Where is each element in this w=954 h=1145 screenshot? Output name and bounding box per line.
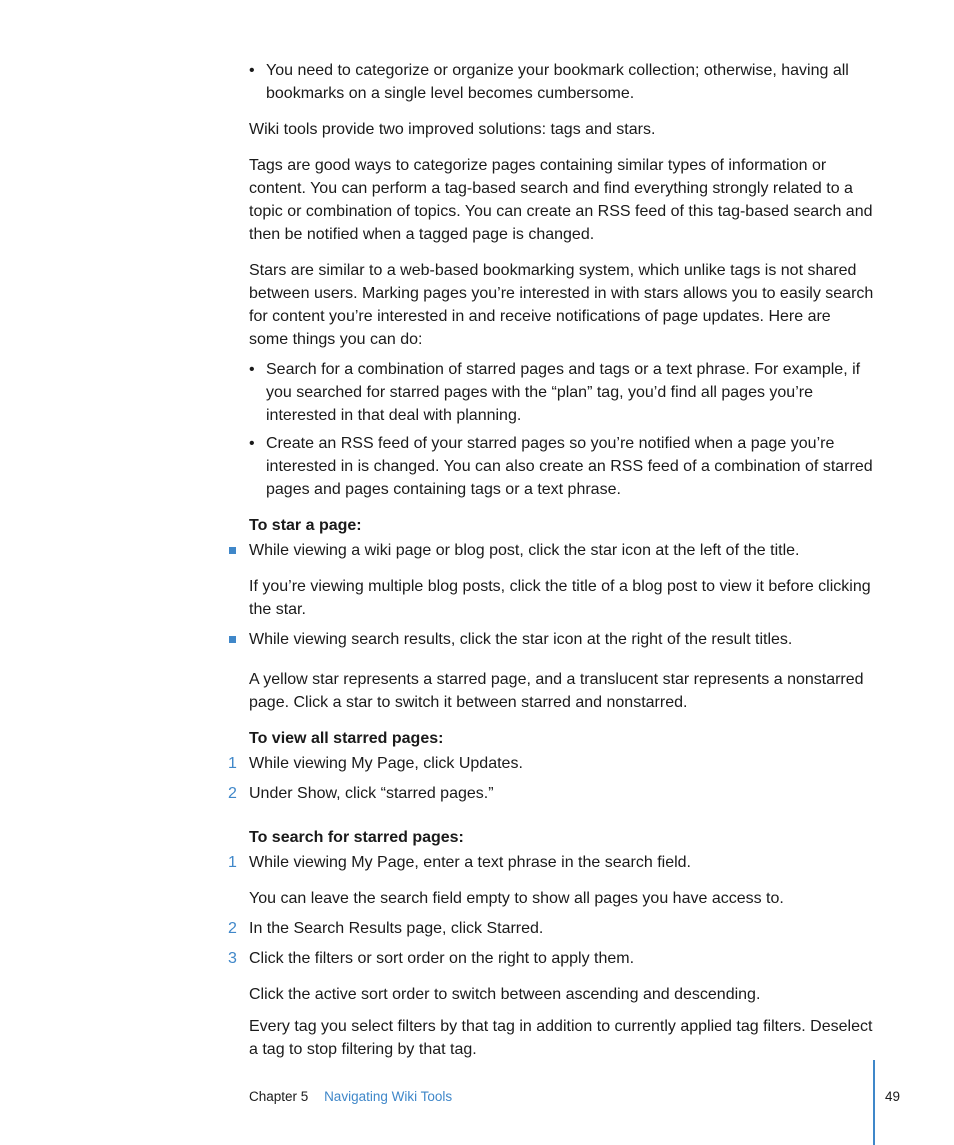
bullet-marker: • [249,62,255,79]
task-text: While viewing search results, click the star icon at the right of the result titles. [249,631,793,648]
step-item [228,752,874,775]
stars-bullet-list [249,358,874,501]
bullet-marker: • [249,435,255,452]
paragraph-stars: Stars are similar to a web-based bookmarking system, which unlike tags is not shared between users. Marking pages you’re interested in with stars allows you to easily search for content you’re interested in and receive notifications of page updates. Here are some things you can do: [249,262,874,348]
task-note: If you’re viewing multiple blog posts, click the title of a blog post to view it before clicking the star. [249,578,871,618]
step-text: While viewing My Page, enter a text phrase in the search field. [249,854,691,871]
page-footer [249,1087,452,1107]
task-text: While viewing a wiki page or blog post, click the star icon at the left of the title. [249,542,800,559]
step-note: Every tag you select filters by that tag in addition to currently applied tag filters. Deselect a tag to stop filtering by that tag. [249,1018,873,1058]
step-text: Click the filters or sort order on the right to apply them. [249,950,635,967]
intro-bullet-list [249,59,874,105]
step-text: While viewing My Page, click Updates. [249,755,523,772]
step-text: Under Show, click “starred pages.” [249,785,494,802]
section-heading-star-page: To star a page: [249,517,362,534]
paragraph-tags: Tags are good ways to categorize pages containing similar types of information or content. You can perform a tag-based search and find everything strongly related to a topic or combination of topics. You can create an RSS feed of this tag-based search and then be notified when a tagged page is changed. [249,157,873,243]
section-heading-view-starred: To view all starred pages: [249,730,444,747]
step-item [228,947,874,970]
step-number: 2 [228,785,237,802]
step-number: 1 [228,755,237,772]
footer-chapter-title: Navigating Wiki Tools [324,1089,453,1104]
task-square-icon [229,547,236,554]
step-number: 3 [228,950,237,967]
task-item [249,628,874,651]
list-item-text: Create an RSS feed of your starred pages so you’re notified when a page you’re interested in is changed. You can also create an RSS feed of a combination of starred pages and pages containing tags or a text phrase. [266,435,873,498]
page-content [228,59,874,1068]
step-item [228,917,874,940]
section-heading-search-starred: To search for starred pages: [249,829,464,846]
step-number: 2 [228,920,237,937]
step-note: You can leave the search field empty to show all pages you have access to. [249,890,784,907]
list-item [249,432,874,501]
paragraph-solutions: Wiki tools provide two improved solutions: tags and stars. [249,121,656,138]
step-item [228,782,874,805]
step-number: 1 [228,854,237,871]
list-item [249,59,874,105]
step-text: In the Search Results page, click Starred. [249,920,544,937]
bullet-marker: • [249,361,255,378]
list-item-text: Search for a combination of starred pages and tags or a text phrase. For example, if you searched for starred pages with the “plan” tag, you’d find all pages you’re interested in that deal with planning. [266,361,861,424]
step-item [228,851,874,874]
step-note: Click the active sort order to switch between ascending and descending. [249,986,761,1003]
footer-divider [873,1060,875,1145]
list-item [249,358,874,427]
list-item-text: You need to categorize or organize your bookmark collection; otherwise, having all bookmarks on a single level becomes cumbersome. [266,62,849,102]
task-item [249,539,874,562]
page-number: 49 [885,1089,901,1104]
star-note: A yellow star represents a starred page, and a translucent star represents a nonstarred page. Click a star to switch it between starred and nonstarred. [249,671,864,711]
task-square-icon [229,636,236,643]
footer-chapter: Chapter 5 [249,1089,309,1104]
